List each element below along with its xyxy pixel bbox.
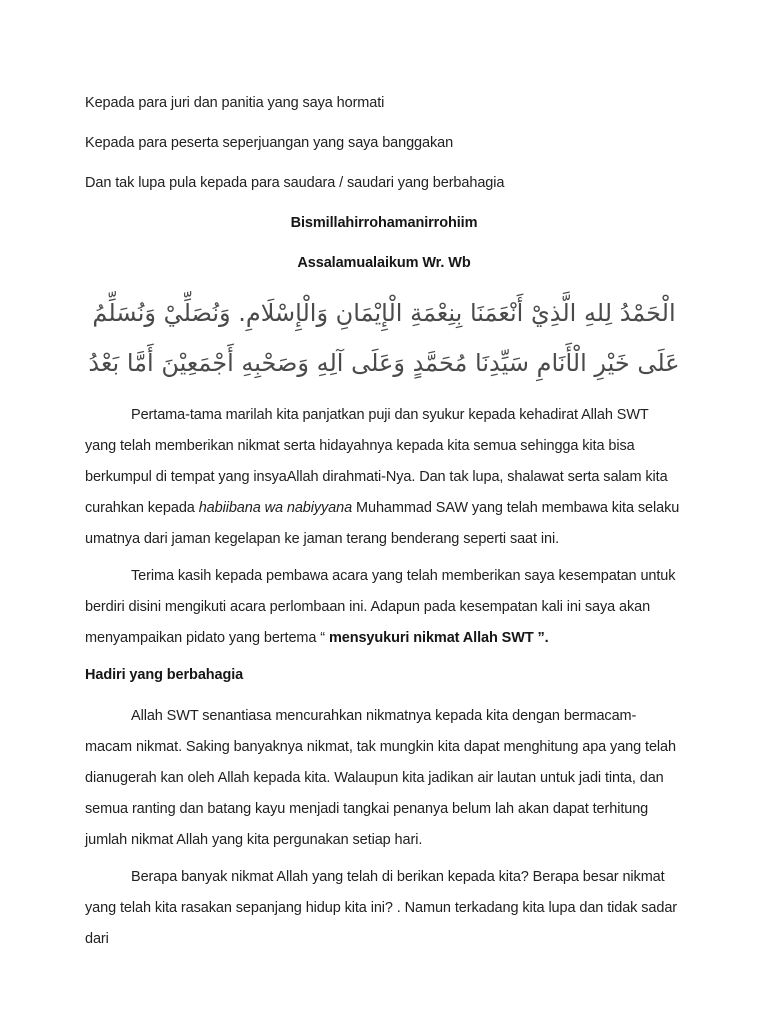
paragraph-thanks-theme — [85, 561, 683, 654]
arabic-invocation — [85, 288, 683, 388]
paragraph-2-text: Terima kasih kepada pembawa acara yang telah memberikan saya kesempatan untuk berdiri disini mengikuti acara perlombaan ini. Adapun pada kesempatan kali ini saya akan menyampaikan pidato yang bertema “ — [85, 568, 676, 646]
salutation-audience: Dan tak lupa pula kepada para saudara / saudari yang berbahagia — [85, 175, 505, 191]
arabic-line-1: الْحَمْدُ لِلهِ الَّذِيْ أَنْعَمَنَا بِنِعْمَةِ الْإِيْمَانِ وَالْإِسْلَامِ. وَنُصَلِّيْ وَنُسَلِّمُ — [92, 299, 676, 327]
salutation-judges: Kepada para juri dan panitia yang saya hormati — [85, 95, 385, 111]
arabic-line-2: عَلَى خَيْرِ الْأَنَامِ سَيِّدِنَا مُحَمَّدٍ وَعَلَى آلِهِ وَصَحْبِهِ أَجْمَعِيْنَ أَمَّا بَعْدُ — [88, 349, 680, 377]
paragraph-1-italic-phrase: habiibana wa nabiyyana — [198, 500, 353, 516]
bismillah-heading: Bismillahirrohamanirrohiim — [290, 215, 478, 231]
paragraph-opening-praise — [85, 400, 683, 555]
salam-heading: Assalamualaikum Wr. Wb — [297, 255, 471, 271]
speech-theme-bold: mensyukuri nikmat Allah SWT ”. — [328, 630, 549, 646]
section-heading-hadiri: Hadiri yang berbahagia — [85, 667, 244, 683]
paragraph-1-text-cont: Muhammad SAW yang telah membawa kita selaku umatnya dari jaman kegelapan ke jaman terang benderang seperti saat ini. — [85, 500, 680, 547]
paragraph-1-text: Pertama-tama marilah kita panjatkan puji dan syukur kepada kehadirat Allah SWT yang telah memberikan nikmat serta hidayahnya kepada kita semua sehingga kita bisa berkumpul di tempat yang insyaAllah dirahmati-Nya. Dan tak lupa, shalawat serta salam kita curahkan kepada — [85, 407, 668, 516]
salutation-participants: Kepada para peserta seperjuangan yang saya banggakan — [85, 135, 454, 151]
paragraph-questions: Berapa banyak nikmat Allah yang telah di berikan kepada kita? Berapa besar nikmat yang telah kita rasakan sepanjang hidup kita ini? . Namun terkadang kita lupa dan tidak sadar dari — [85, 869, 678, 947]
paragraph-blessings-count: Allah SWT senantiasa mencurahkan nikmatnya kepada kita dengan bermacam-macam nikmat. Saking banyaknya nikmat, tak mungkin kita dapat menghitung apa yang telah dianugerah kan oleh Allah kepada kita. Walaupun kita jadikan air lautan untuk jadi tinta, dan semua ranting dan batang kayu menjadi tangkai penanya belum lah akan dapat terhitung jumlah nikmat Allah yang kita pergunakan setiap hari. — [85, 708, 676, 848]
